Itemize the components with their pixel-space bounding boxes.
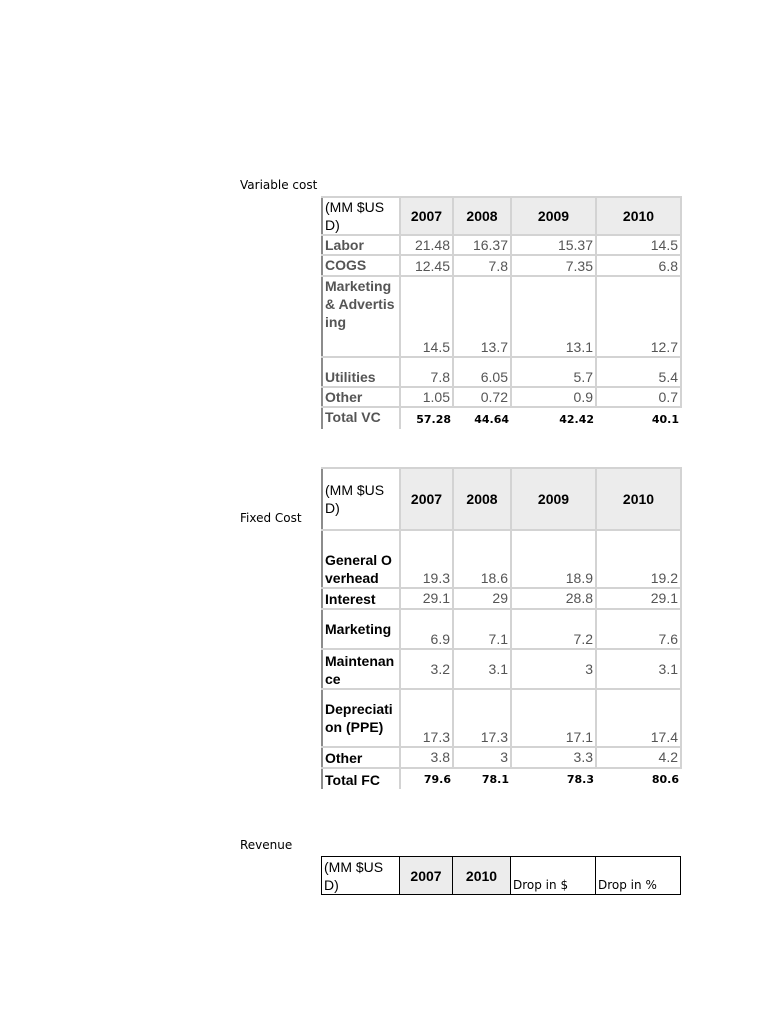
cell-value: 14.5 [400,276,453,357]
row-label: Other [322,747,400,768]
table-row [322,387,681,407]
cell-value: 19.3 [400,530,453,588]
year-header: 2007 [400,857,453,895]
cell-value: 18.6 [453,530,511,588]
year-header: 2008 [453,468,511,530]
row-label: Utilities [322,357,400,387]
table-row [322,747,681,768]
cell-value: 7.8 [400,357,453,387]
cell-value: 4.2 [596,747,681,768]
cell-value: 13.7 [453,276,511,357]
unit-header: (MM $USD) [322,197,400,235]
cell-value: 3 [511,649,596,689]
cell-value: 6.9 [400,609,453,649]
cell-value: 29 [453,588,511,609]
table-row [322,588,681,609]
cell-value: 17.3 [400,689,453,747]
table-header-row [322,468,681,530]
year-header: 2009 [511,468,596,530]
cell-value: 29.1 [596,588,681,609]
row-label: Labor [322,235,400,255]
revenue-label: Revenue [240,838,293,852]
year-header: 2007 [400,468,453,530]
total-value: 44.64 [474,413,509,426]
table-row [322,235,681,255]
cell-value: 6.8 [596,255,681,276]
total-label: Total VC [322,407,400,429]
total-value: 78.1 [481,773,509,786]
cell-value: 7.6 [596,609,681,649]
variable-cost-table [321,196,682,429]
table-row [322,609,681,649]
total-value: 79.6 [423,773,451,786]
row-label: COGS [322,255,400,276]
cell-value: 3.8 [400,747,453,768]
unit-header: (MM $USD) [322,857,400,895]
row-label: General Overhead [322,530,400,588]
cell-value: 3.3 [511,747,596,768]
total-value: 57.28 [416,413,451,426]
total-value: 78.3 [566,773,594,786]
cell-value: 28.8 [511,588,596,609]
table-header-row [322,197,681,235]
cell-value: 29.1 [400,588,453,609]
cell-value: 21.48 [400,235,453,255]
cell-value: 7.35 [511,255,596,276]
year-header: 2010 [453,857,511,895]
drop-dollar-header: Drop in $ [511,857,596,895]
cell-value: 19.2 [596,530,681,588]
cell-value: 5.4 [596,357,681,387]
year-header: 2007 [400,197,453,235]
table-row [322,649,681,689]
cell-value: 0.9 [511,387,596,407]
total-label: Total FC [322,768,400,789]
cell-value: 7.8 [453,255,511,276]
cell-value: 13.1 [511,276,596,357]
variable-cost-label: Variable cost [240,178,318,192]
fixed-cost-label: Fixed Cost [240,511,302,525]
cell-value: 3 [453,747,511,768]
drop-percent-header: Drop in % [596,857,681,895]
row-label: Other [322,387,400,407]
cell-value: 17.4 [596,689,681,747]
table-row [322,276,681,357]
total-row [322,407,681,429]
cell-value: 3.1 [596,649,681,689]
year-header: 2009 [511,197,596,235]
cell-value: 0.72 [453,387,511,407]
year-header: 2008 [453,197,511,235]
table-header-row [322,857,681,895]
cell-value: 3.2 [400,649,453,689]
row-label: Maintenance [322,649,400,689]
row-label: Interest [322,588,400,609]
row-label: Depreciation (PPE) [322,689,400,747]
total-value: 40.1 [651,413,679,426]
cell-value: 14.5 [596,235,681,255]
cell-value: 17.3 [453,689,511,747]
table-row [322,689,681,747]
cell-value: 17.1 [511,689,596,747]
table-row [322,357,681,387]
total-value: 80.6 [651,773,679,786]
year-header: 2010 [596,197,681,235]
total-value: 42.42 [559,413,594,426]
cell-value: 3.1 [453,649,511,689]
table-row [322,530,681,588]
unit-header: (MM $USD) [322,468,400,530]
cell-value: 18.9 [511,530,596,588]
cell-value: 16.37 [453,235,511,255]
cell-value: 1.05 [400,387,453,407]
cell-value: 6.05 [453,357,511,387]
year-header: 2010 [596,468,681,530]
cell-value: 7.2 [511,609,596,649]
cell-value: 12.45 [400,255,453,276]
cell-value: 7.1 [453,609,511,649]
total-row [322,768,681,789]
fixed-cost-table [321,467,682,789]
cell-value: 0.7 [596,387,681,407]
cell-value: 12.7 [596,276,681,357]
revenue-table [321,856,681,895]
cell-value: 5.7 [511,357,596,387]
row-label: Marketing & Advertising [322,276,400,357]
table-row [322,255,681,276]
cell-value: 15.37 [511,235,596,255]
row-label: Marketing [322,609,400,649]
